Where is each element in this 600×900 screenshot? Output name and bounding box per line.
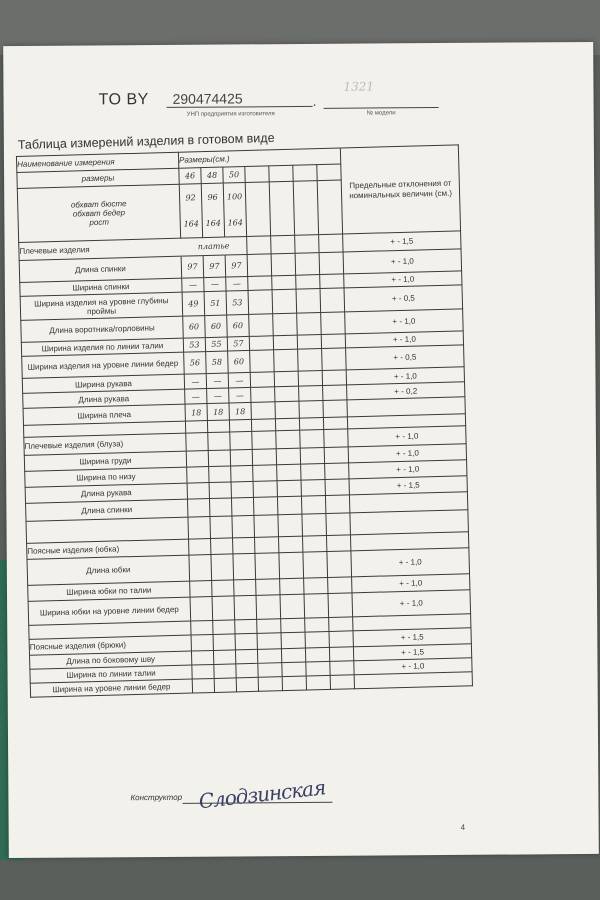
tolerance-value: + - 1,0 [346,367,464,385]
row-label: Ширина изделия на уровне линии бедер [22,352,185,378]
section-title: Поясные изделия (юбка) [27,539,189,559]
height-value: 164 [183,218,200,229]
measurement-value: — [185,389,207,405]
row-label: Длина рукава [25,483,187,503]
measurement-value: 97 [225,254,248,277]
tolerance-value: + - 1,0 [352,590,471,617]
measurement-value: 53 [226,290,249,315]
model-caption: № модели [366,110,396,117]
row-label: Ширина изделия по линии талии [21,338,183,356]
constructor-label: Конструктор [130,792,183,803]
measurement-value: — [228,372,250,388]
model-field [323,79,438,109]
tolerance-value: + - 1,5 [353,644,471,661]
page-title: Таблица измерений изделия в готовом виде [17,130,275,152]
tolerance-value: + - 0,5 [344,285,463,312]
base-values [201,183,224,238]
page-number: 4 [460,822,466,832]
measurement-table [16,144,473,697]
row-label: Длина юбки [27,555,190,585]
row-label: Ширина плеча [23,404,185,425]
measurement-value: — [204,277,226,292]
model-number: 1321 [343,79,375,94]
garment-type: платье [181,236,247,256]
measurement-value: 97 [203,255,226,278]
size-value: 46 [179,168,201,185]
tolerance-value: + - 0,5 [346,345,465,370]
section-title: Плечевые изделия (блуза) [24,433,186,455]
measurement-value: 18 [185,404,207,422]
row-label: Ширина по линии талии [30,665,192,683]
measurement-value: 55 [205,337,227,352]
measurement-value: 97 [181,256,204,279]
measurement-value: 18 [207,403,229,421]
measurement-value: 60 [205,315,228,338]
row-label: Ширина спинки [20,278,182,296]
tolerance-value: + - 1,0 [348,426,466,447]
measurement-value: — [229,387,251,403]
base-values [179,184,202,239]
to-by-label: TO BY [98,91,149,109]
tolerance-value: + - 1,0 [343,249,462,274]
row-label: Длина рукава [23,389,185,408]
measurement-value: 60 [227,314,250,337]
measurement-value: 18 [229,402,251,420]
document-page [3,42,599,858]
tolerance-value: + - 1,0 [352,574,470,593]
row-label: обхват бюсте обхват бедер рост [17,184,180,242]
height-value: 164 [205,218,222,228]
base-values [223,182,246,237]
section-title: Плечевые изделия [19,238,181,260]
measurement-value: 60 [183,316,206,339]
measurement-value: — [182,278,204,293]
height-value: 164 [227,217,244,227]
row-label: Ширина по низу [25,467,187,487]
section-title: Поясные изделия (брюки) [29,635,191,655]
measurement-value: — [207,388,229,404]
document-header [98,79,438,118]
measurement-value: 56 [184,352,207,375]
tolerance-value: + - 1,0 [349,460,467,479]
measurement-value: 53 [183,338,205,353]
row-label: Длина воротника/горловины [21,316,184,342]
row-label: Ширина на уровне линии бедер [30,679,192,697]
size-value: 50 [223,166,245,183]
constructor-signature: Слодзинская [197,775,327,814]
size-value: 48 [201,167,223,184]
tolerance-value: + - 1,5 [349,476,467,495]
unp-value: 290474425 [166,90,312,108]
measurement-value: — [184,374,206,390]
column-header-name: Наименование измерения [16,152,178,172]
bust-value: 100 [226,191,243,201]
measurement-value: 57 [227,336,249,351]
tolerance-value: + - 1,0 [351,548,470,577]
row-label: Ширина юбки на уровне линии бедер [28,597,191,625]
measurement-value: 49 [182,292,205,317]
bust-value: 96 [207,192,218,202]
tolerance-value: + - 1,5 [343,231,461,252]
separator-dot: . [312,92,317,109]
unp-caption: УНП предприятия изготовителя [186,111,275,118]
row-label: Ширина юбки по талии [28,581,190,601]
tolerance-value: + - 1,0 [345,309,464,334]
tolerance-value: + - 1,5 [353,628,471,647]
measurement-value: 60 [228,350,251,373]
column-header-sizes: Размеры(см.) [178,148,340,168]
bust-value: 92 [185,192,196,203]
row-label: Длина спинки [19,256,182,282]
tolerance-value: + - 1,0 [348,444,466,463]
measurement-value: 51 [204,291,227,316]
row-label: Ширина рукава [22,374,184,393]
tolerance-value: + - 0,2 [347,382,465,400]
row-label: Длина спинки [26,499,188,521]
tolerance-value: + - 1,0 [354,658,472,675]
tolerance-value: + - 1,0 [344,271,462,288]
row-label: Длина по боковому шву [30,651,192,669]
row-label: Ширина груди [24,451,186,471]
measurement-value: 58 [206,351,229,374]
measurement-value: — [226,276,248,291]
row-label: Ширина изделия на уровне глубины проймы [20,292,183,320]
measurement-value: — [206,373,228,389]
column-header-tolerance: Предельные отклонения от номинальных величин (см.) [340,145,460,234]
row-label: размеры [17,168,179,188]
tolerance-value: + - 1,0 [345,331,463,348]
